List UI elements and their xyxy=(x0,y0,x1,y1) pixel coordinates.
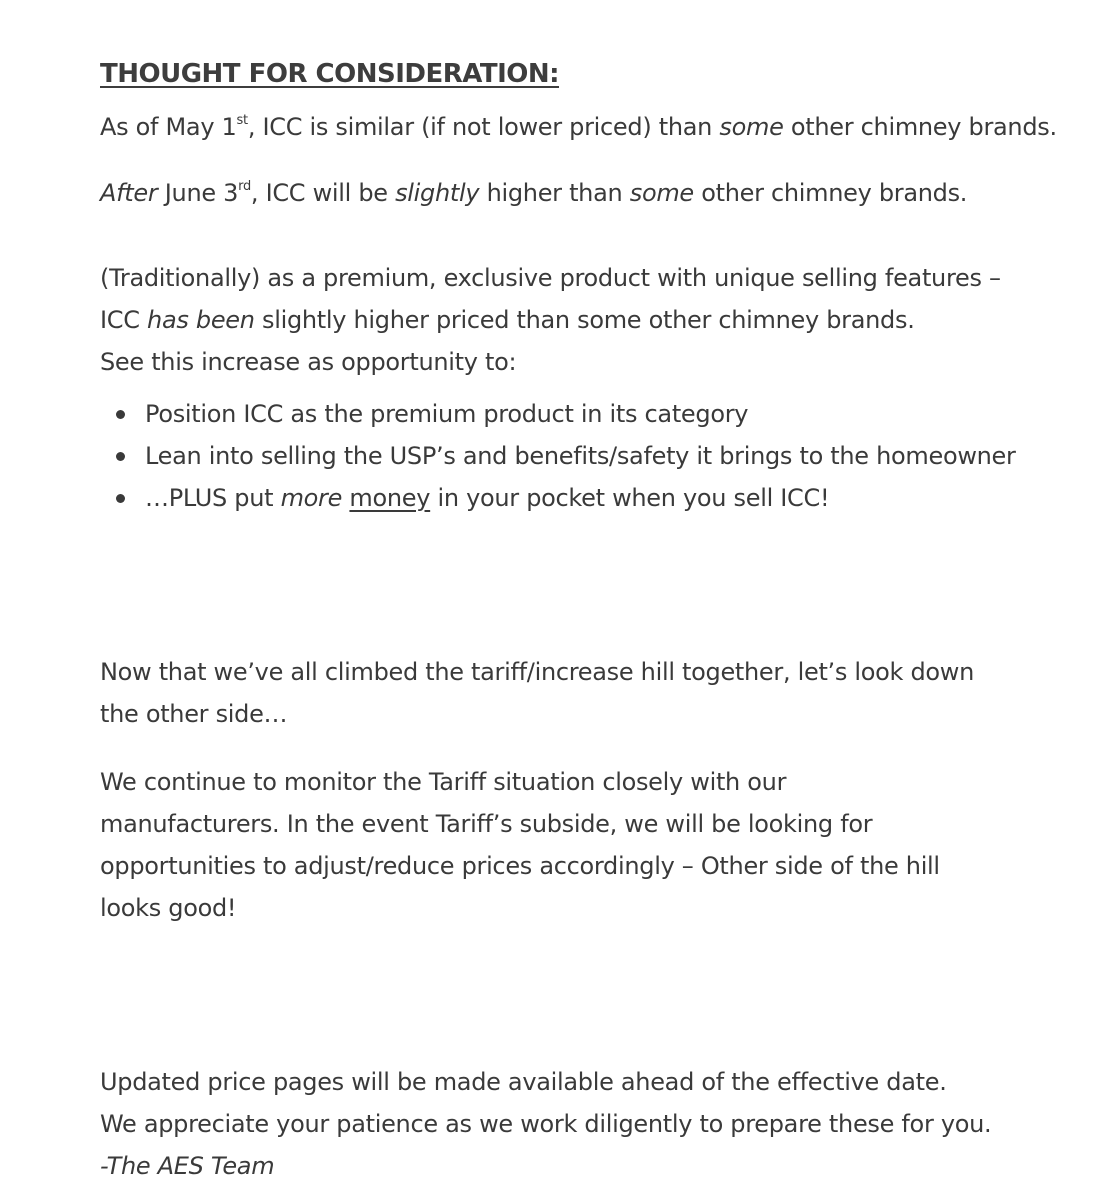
text: (Traditionally) as a premium, exclusive product with unique selling features – xyxy=(100,264,1001,292)
text: Lean into selling the USP’s and benefits/safety it brings to the homeowner xyxy=(145,442,1016,470)
superscript: rd xyxy=(238,179,251,194)
text: opportunities to adjust/reduce prices accordingly – Other side of the hill xyxy=(100,852,940,880)
paragraph-tariff-hill xyxy=(100,651,1090,735)
text: Now that we’ve all climbed the tariff/increase hill together, let’s look down xyxy=(100,658,975,686)
text: See this increase as opportunity to: xyxy=(100,348,517,376)
emphasis: some xyxy=(629,179,694,207)
text: We appreciate your patience as we work diligently to prepare these for you. xyxy=(100,1110,992,1138)
text: Position ICC as the premium product in its category xyxy=(145,400,749,428)
list-item xyxy=(100,393,1090,435)
text: other chimney brands. xyxy=(693,179,968,207)
text: As of May 1 xyxy=(100,113,237,141)
paragraph-closing xyxy=(100,1061,1090,1187)
text: ICC xyxy=(100,306,148,334)
paragraph-june-pricing xyxy=(100,172,1090,214)
text: Updated price pages will be made available ahead of the effective date. xyxy=(100,1068,947,1096)
paragraph-may-pricing xyxy=(100,106,1090,148)
list-item xyxy=(100,477,1090,519)
text: We continue to monitor the Tariff situation closely with our xyxy=(100,768,787,796)
section-heading: THOUGHT FOR CONSIDERATION: xyxy=(100,59,560,89)
emphasis: more xyxy=(280,484,343,512)
paragraph-monitoring xyxy=(100,761,1090,929)
emphasis: slightly xyxy=(395,179,480,207)
text: , ICC will be xyxy=(250,179,396,207)
text: slightly higher priced than some other chimney brands. xyxy=(254,306,915,334)
list-item xyxy=(100,435,1090,477)
text: June 3 xyxy=(157,179,239,207)
emphasis: After xyxy=(100,179,158,207)
text: in your pocket when you sell ICC! xyxy=(430,484,830,512)
document xyxy=(100,54,1090,1187)
text: manufacturers. In the event Tariff’s subside, we will be looking for xyxy=(100,810,873,838)
emphasis: has been xyxy=(147,306,255,334)
paragraph-premium-product xyxy=(100,257,1090,383)
underlined-text: money xyxy=(349,484,431,512)
text: …PLUS put xyxy=(145,484,281,512)
text: higher than xyxy=(479,179,630,207)
text: , ICC is similar (if not lower priced) than xyxy=(247,113,720,141)
text: the other side… xyxy=(100,700,288,728)
superscript: st xyxy=(236,113,248,128)
signature: -The AES Team xyxy=(100,1152,275,1180)
text: other chimney brands. xyxy=(783,113,1057,141)
opportunity-list xyxy=(100,393,1090,519)
text: looks good! xyxy=(100,894,237,922)
emphasis: some xyxy=(719,113,784,141)
